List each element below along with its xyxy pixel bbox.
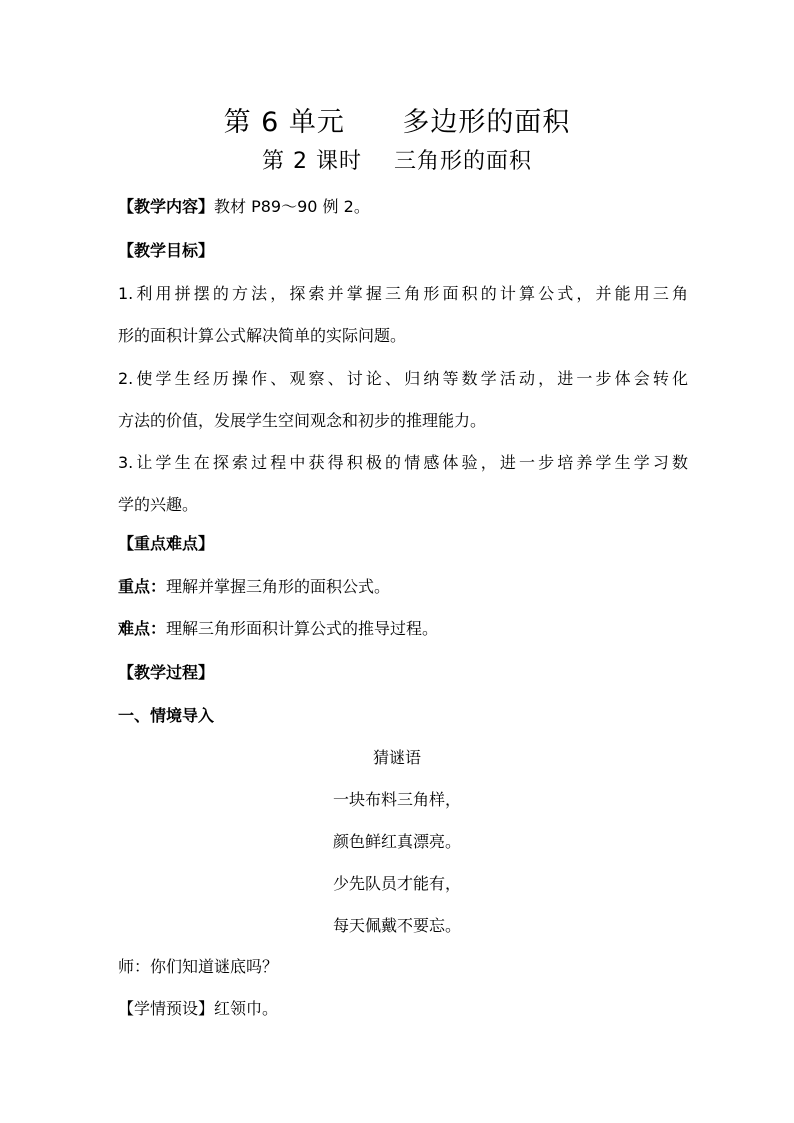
section-scenario-intro: 一、情境导入: [118, 706, 215, 725]
goal-3-line-1: 3.让学生在探索过程中获得积极的情感体验，进一步培养学生学习数: [118, 453, 688, 472]
goal-3-line-2: 学的兴趣。: [118, 495, 199, 514]
lesson-title: 第 2 课时 三角形的面积: [262, 149, 532, 174]
goal-2-line-1: 2.使学生经历操作、观察、讨论、归纳等数学活动，进一步体会转化: [118, 369, 688, 388]
focus-line: [118, 576, 688, 598]
key-points-heading: 【重点难点】: [118, 534, 215, 553]
riddle-line: 少先队员才能有，: [332, 874, 461, 893]
teacher-question: 师：你们知道谜底吗？: [118, 957, 279, 976]
goal-2-line-2: 方法的价值，发展学生空间观念和初步的推理能力。: [118, 411, 487, 430]
riddle-line: 一块布料三角样，: [332, 790, 461, 809]
teaching-goals-heading: 【教学目标】: [118, 241, 215, 260]
teaching-content-text: 教材 P89～90 例 2。: [214, 197, 370, 216]
prediction-label: 【学情预设】: [118, 999, 215, 1018]
difficulty-line: [118, 618, 688, 640]
riddle-line: 颜色鲜红真漂亮。: [332, 832, 461, 851]
focus-label: 重点：: [118, 577, 167, 596]
riddle-title: 猜谜语: [372, 748, 421, 767]
prediction-text: 红领巾。: [214, 999, 279, 1018]
difficulty-label: 难点：: [118, 619, 167, 638]
teaching-content-line: [118, 196, 688, 218]
teaching-process-heading: 【教学过程】: [118, 663, 215, 682]
prediction-line: [118, 998, 688, 1020]
riddle-line: 每天佩戴不要忘。: [332, 916, 461, 935]
difficulty-text: 理解三角形面积计算公式的推导过程。: [166, 619, 439, 638]
goal-1-line-1: 1.利用拼摆的方法，探索并掌握三角形面积的计算公式，并能用三角: [118, 284, 688, 303]
teaching-content-label: 【教学内容】: [118, 197, 215, 216]
goal-1-line-2: 形的面积计算公式解决简单的实际问题。: [118, 326, 407, 345]
unit-title: 第 6 单元 多边形的面积: [223, 107, 571, 138]
focus-text: 理解并掌握三角形的面积公式。: [166, 577, 391, 596]
